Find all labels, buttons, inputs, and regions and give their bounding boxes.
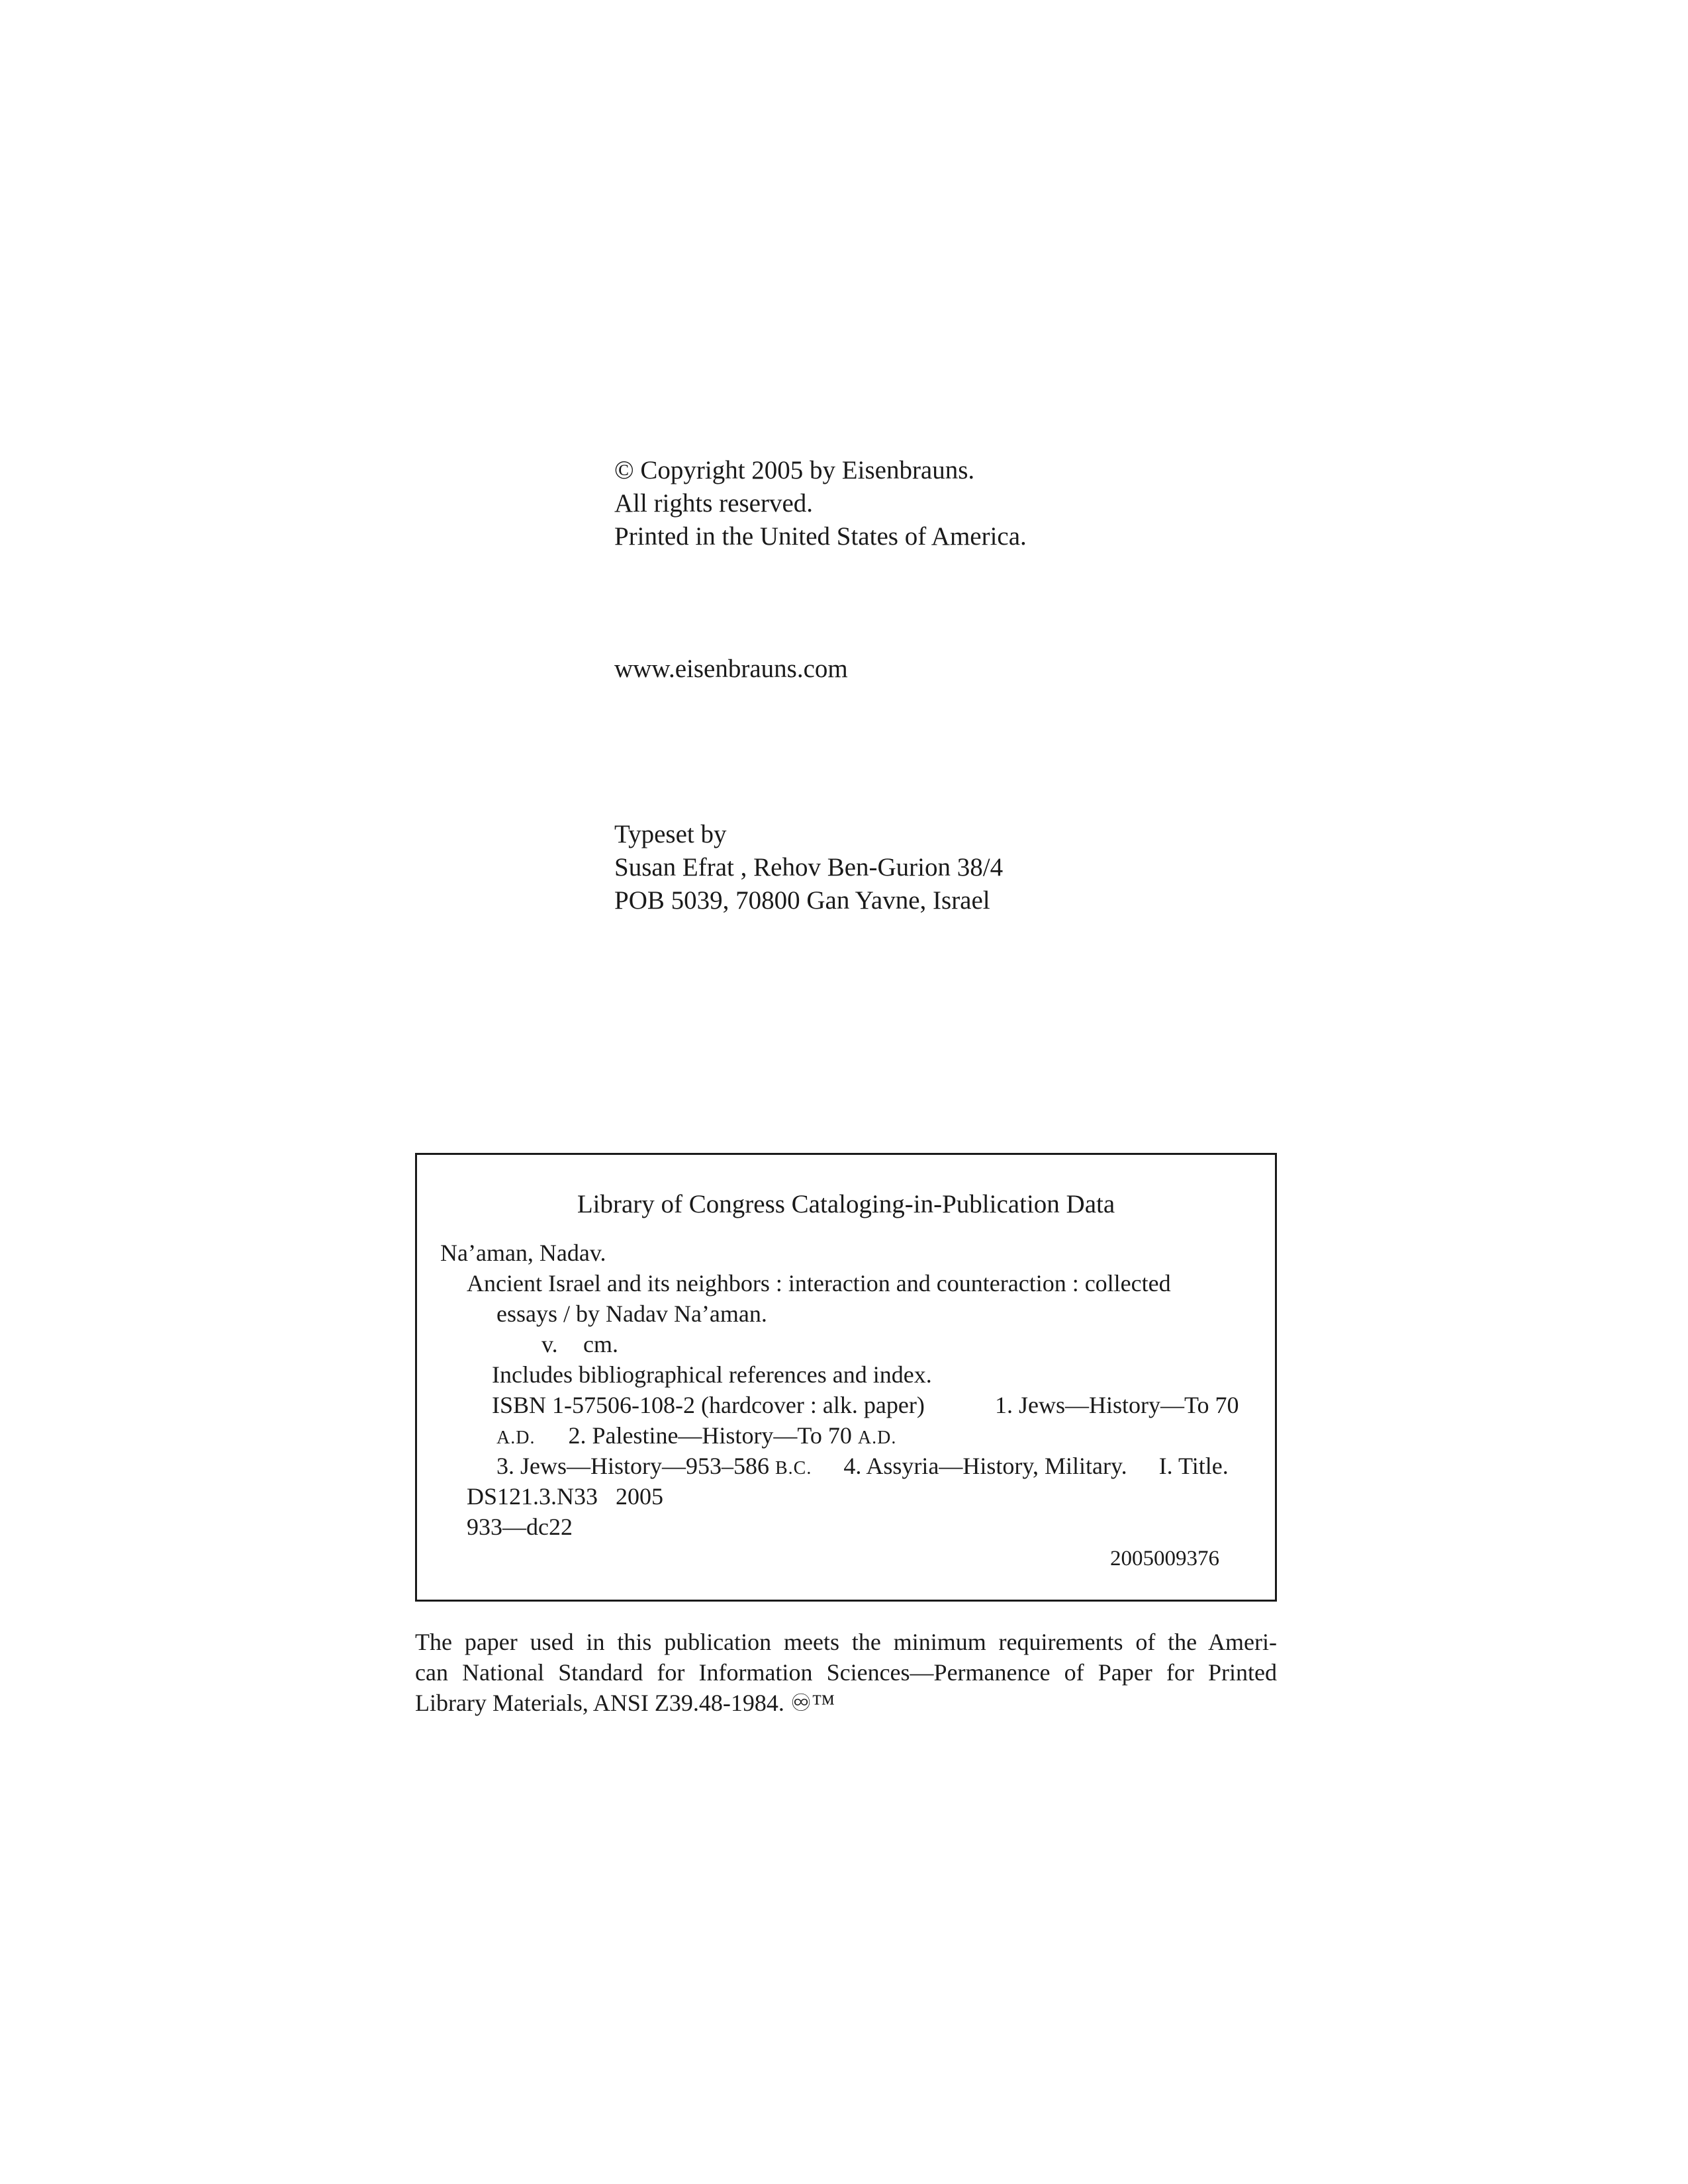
cip-lccn: 2005009376: [1110, 1547, 1219, 1570]
publisher-website: [614, 653, 848, 686]
rights-line: All rights reserved.: [614, 489, 814, 518]
website-url: www.eisenbrauns.com: [614, 655, 848, 683]
cip-data-box: [415, 1153, 1277, 1602]
cip-subject-4: 4. Assyria—History, Military.: [843, 1453, 1127, 1479]
paper-note-line: Library Materials, ANSI Z39.48-1984. ♾™: [415, 1690, 835, 1716]
cip-subject-3: 3. Jews—History—953–586: [496, 1453, 769, 1479]
cip-volume-v: v.: [541, 1331, 558, 1357]
typesetter-po-box: POB 5039, 70800 Gan Yavne, Israel: [614, 886, 990, 915]
cip-volume-cm: cm.: [583, 1331, 618, 1357]
cip-subject-1: 1. Jews—History—To 70: [995, 1392, 1239, 1418]
cip-author: Na’aman, Nadav.: [440, 1240, 606, 1266]
cip-isbn: ISBN 1-57506-108-2 (hardcover : alk. paper): [492, 1392, 925, 1418]
typesetter-name-address: Susan Efrat , Rehov Ben-Gurion 38/4: [614, 853, 1004, 882]
copyright-line: © Copyright 2005 by Eisenbrauns.: [614, 456, 975, 484]
copyright-notice: [614, 454, 1027, 553]
printed-line: Printed in the United States of America.: [614, 522, 1027, 551]
typeset-label: Typeset by: [614, 820, 727, 848]
era-label: A.D.: [857, 1428, 897, 1448]
cip-subject-line: [496, 1451, 1229, 1484]
cip-title-line: essays / by Nadav Na’aman.: [496, 1300, 767, 1327]
cip-subject-line: [496, 1420, 896, 1453]
cip-call-number: DS121.3.N33: [467, 1483, 598, 1510]
cip-title-line: Ancient Israel and its neighbors : interaction and counteraction : collected: [467, 1270, 1171, 1297]
era-label: A.D.: [496, 1428, 536, 1448]
paper-note-line: can National Standard for Information Sciences—Permanence of Paper for Printed: [415, 1659, 1277, 1686]
cip-dewey: 933—dc22: [467, 1514, 573, 1540]
cip-heading: Library of Congress Cataloging-in-Publication Data: [577, 1190, 1115, 1218]
typesetter-info: [614, 818, 1003, 917]
cip-includes-note: Includes bibliographical references and index.: [492, 1361, 932, 1388]
cip-subject-2: 2. Palestine—History—To 70: [568, 1422, 852, 1449]
cip-call-year: 2005: [616, 1483, 663, 1510]
cip-title-entry: I. Title.: [1158, 1453, 1229, 1479]
paper-note-line: The paper used in this publication meets the minimum requirements of the Ameri-: [415, 1629, 1277, 1655]
era-label: B.C.: [775, 1458, 812, 1479]
paper-permanence-note: [415, 1627, 1277, 1718]
